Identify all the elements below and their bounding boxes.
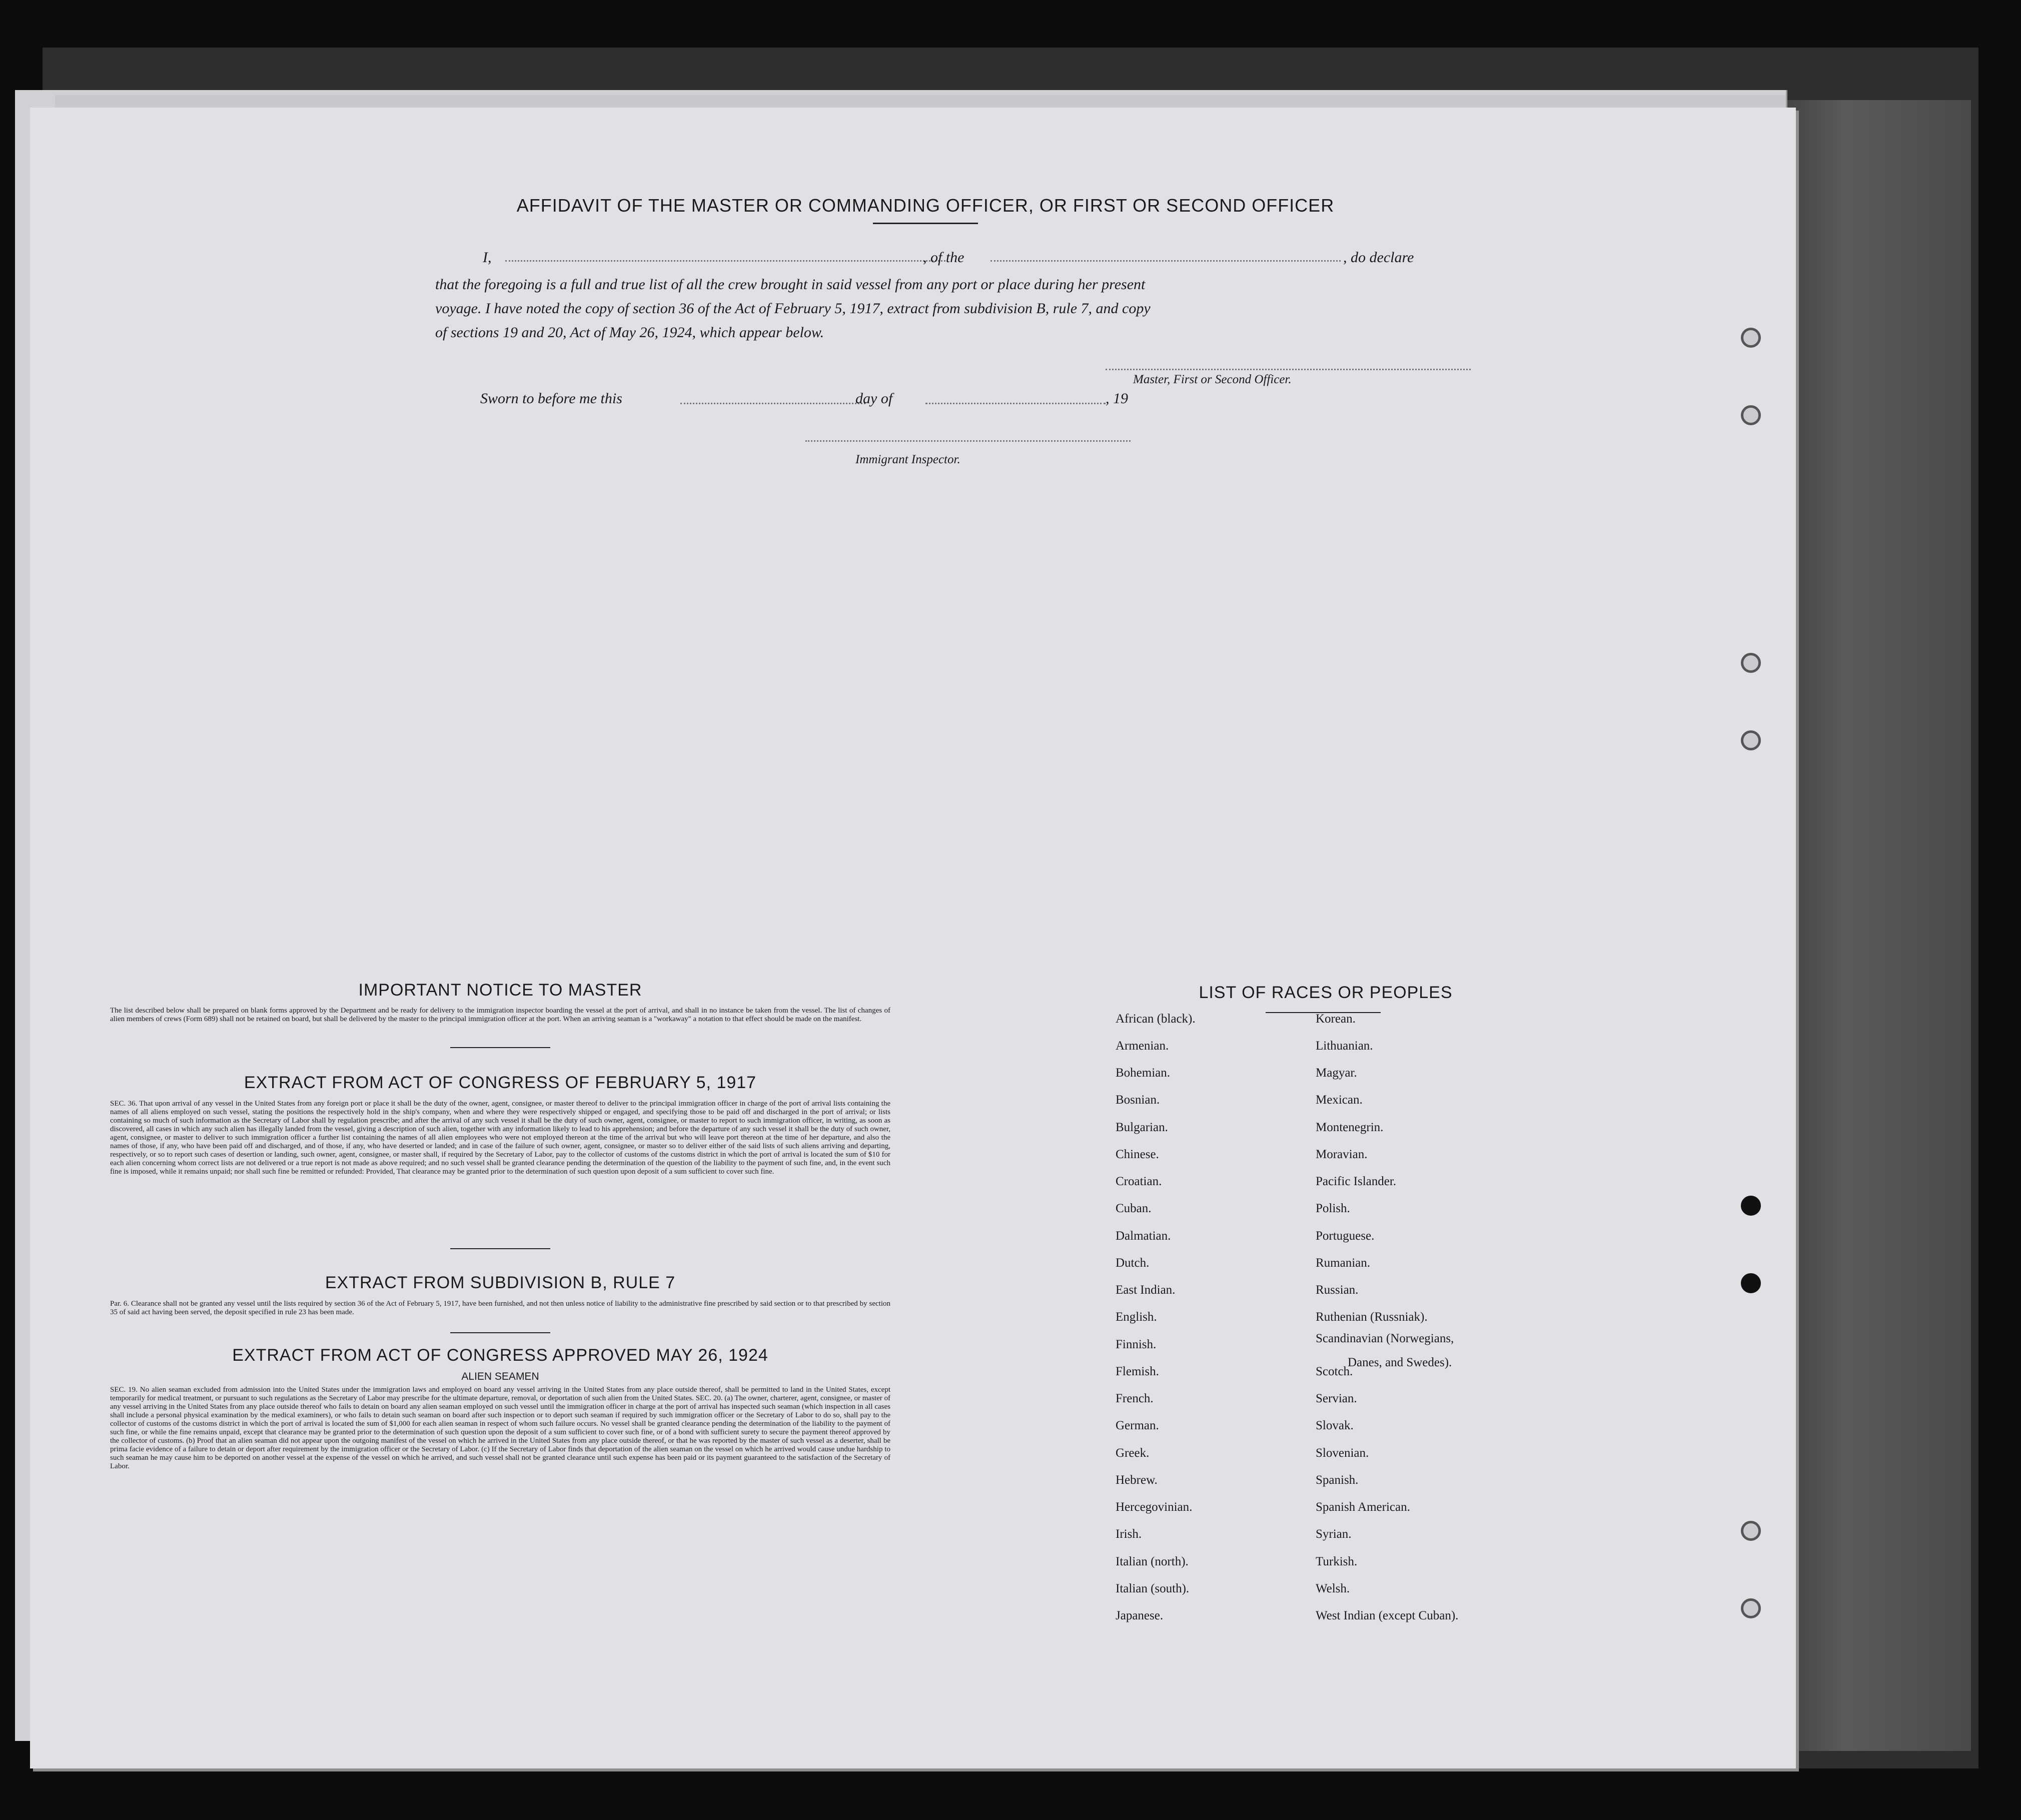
extract-rule7-title: EXTRACT FROM SUBDIVISION B, RULE 7 [325, 1273, 676, 1292]
race-item: Hebrew. [1116, 1473, 1158, 1487]
race-item: Hercegovinian. [1116, 1500, 1193, 1514]
race-item: East Indian. [1116, 1283, 1176, 1297]
name-blank[interactable] [505, 260, 945, 262]
race-item: Danes, and Swedes). [1348, 1356, 1452, 1369]
race-item: Moravian. [1316, 1148, 1368, 1161]
extract-1924-title: EXTRACT FROM ACT OF CONGRESS APPROVED MAY 26, 1924 [232, 1346, 768, 1365]
race-item: Flemish. [1116, 1365, 1159, 1378]
races-title: LIST OF RACES OR PEOPLES [1199, 983, 1453, 1002]
race-item: Japanese. [1116, 1609, 1164, 1622]
race-item: Portuguese. [1316, 1229, 1375, 1243]
affidavit-line-3: voyage. I have noted the copy of section 36 of the Act of February 5, 1917, extract from subdivision B, rule 7, and copy [435, 300, 1151, 317]
race-item: Ruthenian (Russniak). [1316, 1310, 1428, 1324]
punch-hole [1741, 730, 1761, 750]
race-item: Italian (south). [1116, 1582, 1190, 1595]
race-item: English. [1116, 1310, 1157, 1324]
race-item: Mexican. [1316, 1093, 1363, 1107]
extract-rule7-text: Par. 6. Clearance shall not be granted any vessel until the lists required by section 36 of the Act of February 5, 1917, have been furnished, and not then unless notice of liability to the administrative fine prescribed by said section or to that prescribed by section 35 of said act having been served, the deposit specified in rule 23 has been made. [110, 1300, 890, 1316]
race-item: Finnish. [1116, 1338, 1157, 1351]
form-page [30, 108, 1796, 1768]
race-item: Lithuanian. [1316, 1039, 1373, 1053]
affidavit-i: I, [483, 249, 492, 266]
divider [450, 1248, 550, 1249]
race-item: Korean. [1316, 1012, 1356, 1026]
race-item: Italian (north). [1116, 1555, 1189, 1568]
affidavit-of-the: , of the [923, 249, 964, 266]
divider [873, 223, 978, 224]
day-of-label: day of [855, 390, 893, 407]
race-item: Spanish American. [1316, 1500, 1410, 1514]
race-item: Dalmatian. [1116, 1229, 1171, 1243]
race-item: Armenian. [1116, 1039, 1169, 1053]
race-item: Russian. [1316, 1283, 1359, 1297]
race-item: Servian. [1316, 1392, 1357, 1405]
race-item: West Indian (except Cuban). [1316, 1609, 1459, 1622]
punch-hole [1741, 405, 1761, 425]
punch-hole [1741, 653, 1761, 673]
punch-hole [1741, 328, 1761, 348]
punch-hole [1741, 1196, 1761, 1216]
inspector-label: Immigrant Inspector. [855, 453, 960, 466]
punch-hole [1741, 1598, 1761, 1618]
race-item: Pacific Islander. [1316, 1175, 1397, 1188]
year-label: , 19 [1106, 390, 1128, 407]
sworn-day-blank[interactable] [680, 403, 865, 404]
sworn-month-blank[interactable] [925, 403, 1106, 404]
race-item: Montenegrin. [1316, 1121, 1384, 1134]
race-item: Bosnian. [1116, 1093, 1160, 1107]
race-item: German. [1116, 1419, 1159, 1432]
race-item: Slovenian. [1316, 1446, 1369, 1460]
race-item: Dutch. [1116, 1256, 1150, 1270]
affidavit-title: AFFIDAVIT OF THE MASTER OR COMMANDING OFFICER, OR FIRST OR SECOND OFFICER [516, 195, 1335, 216]
master-signature-blank[interactable] [1106, 369, 1471, 370]
race-item: Croatian. [1116, 1175, 1162, 1188]
sworn-label: Sworn to before me this [480, 390, 622, 407]
affidavit-line-4: of sections 19 and 20, Act of May 26, 1924, which appear below. [435, 324, 824, 341]
race-item: French. [1116, 1392, 1154, 1405]
punch-hole [1741, 1521, 1761, 1541]
race-item: Spanish. [1316, 1473, 1359, 1487]
race-item: Magyar. [1316, 1066, 1357, 1080]
notice-title: IMPORTANT NOTICE TO MASTER [358, 981, 642, 1000]
race-item: Syrian. [1316, 1527, 1352, 1541]
punch-hole [1741, 1273, 1761, 1293]
race-item: Scandinavian (Norwegians, [1316, 1332, 1454, 1345]
extract-1917-text: SEC. 36. That upon arrival of any vessel in the United States from any foreign port or place it shall be the duty of the owner, agent, consignee, or master thereof to deliver to the principal immigration officer in charge of the port of arrival lists containing the names of all aliens employed on such vessel, stating the positions the respectively hold in the ship's company, when and where they were respectively shipped or engaged, and specifying those to be paid off and discharged in the port of arrival; or lists containing so much of such information as the Secretary of Labor shall by regulation prescribe; and after the arrival of any such vessel it shall be the duty of such owner, agent, consignee, or master to report to such immigration officer, in writing, as soon as discovered, all cases in which any such alien has illegally landed from the vessel, giving a description of such alien, together with any information likely to lead to his apprehension; and before the departure of any such vessel it shall be the duty of such owner, agent, consignee, or master to deliver to such immigration officer a further list containing the names of all alien employees who were not employed thereon at the time of the arrival but who will leave port thereon at the time of her departure, and also the names of those, if any, who have been paid off and discharged, and of those, if any, who have deserted or landed; and in case of the failure of such owner, agent, consignee, or master so to deliver either of the said lists of such aliens arriving and departing, respectively, or so to report such cases of desertion or landing, such owner, agent, consignee, or master shall, if required by the Secretary of Labor, pay to the collector of customs of the customs district in which the port of arrival is located the sum of $10 for each alien concerning whom correct lists are not delivered or a true report is not made as above required; and no such vessel shall be granted clearance pending the determination of the question of the liability to the payment of such fine, and, in the event such fine is imposed, while it remains unpaid; nor shall such fine be remitted or refunded: Provided, That clearance may be granted prior to the determination of such question upon deposit of a sum sufficient to cover such fine. [110, 1100, 890, 1176]
race-item: Polish. [1316, 1202, 1350, 1215]
master-signature-label: Master, First or Second Officer. [1133, 373, 1292, 386]
race-item: Bohemian. [1116, 1066, 1171, 1080]
race-item: Welsh. [1316, 1582, 1350, 1595]
extract-1917-title: EXTRACT FROM ACT OF CONGRESS OF FEBRUARY 5, 1917 [244, 1073, 757, 1092]
divider [450, 1047, 550, 1048]
race-item: Slovak. [1316, 1419, 1354, 1432]
divider [450, 1332, 550, 1333]
race-item: Greek. [1116, 1446, 1150, 1460]
extract-1924-subtitle: ALIEN SEAMEN [461, 1371, 539, 1382]
notice-text: The list described below shall be prepared on blank forms approved by the Department and be ready for delivery to the immigration inspector boarding the vessel at the port of arrival, and shall in no instance be taken from the vessel. The list of changes of alien members of crews (Form 689) shall not be retained on board, but shall be delivered by the master to the principal immigration officer at the port. When an arriving seaman is a "workaway" a notation to that effect should be made on the manifest. [110, 1007, 890, 1023]
race-item: Chinese. [1116, 1148, 1159, 1161]
race-item: Turkish. [1316, 1555, 1358, 1568]
extract-1924-text: SEC. 19. No alien seaman excluded from admission into the United States under the immigration laws and employed on board any vessel arriving in the United States from any place outside thereof, shall be permitted to land in the United States, except temporarily for medical treatment, or pursuant to such regulations as the Secretary of Labor may prescribe for the ultimate departure, removal, or deportation of such alien from the United States. SEC. 20. (a) The owner, charterer, agent, consignee, or master of any vessel arriving in the United States from any place outside thereof who fails to detain on board any alien seaman employed on such vessel until the immigration officer in charge at the port of arrival has inspected such seaman (which inspection in all cases shall include a personal physical examination by the medical examiners), or who fails to detain such seaman on board after such inspection or to deport such seaman if required by such immigration officer or the Secretary of Labor to do so, shall pay to the collector of customs of the customs district in which the port of arrival is located the sum of $1,000 for each alien seaman in respect of whom such failure occurs. No vessel shall be granted clearance pending the determination of the liability to the payment of such fine, or while the fine remains unpaid, except that clearance may be granted prior to the determination of such question upon the deposit of a sum sufficient to cover such fine, or of a bond with sufficient surety to secure the payment thereof approved by the collector of customs. (b) Proof that an alien seaman did not appear upon the outgoing manifest of the vessel on which he arrived in the United States from any place outside thereof, or that he was reported by the master of such vessel as a deserter, shall be prima facie evidence of a failure to detain or deport after requirement by the immigration officer or the Secretary of Labor. (c) If the Secretary of Labor finds that deportation of the alien seaman on the vessel on which he arrived would cause undue hardship to such seaman he may cause him to be deported on another vessel at the expense of the vessel on which he arrived, and such vessel shall not be granted clearance until such expense has been paid or its payment guaranteed to the satisfaction of the Secretary of Labor. [110, 1386, 890, 1470]
race-item: Scotch. [1316, 1365, 1353, 1378]
inspector-signature-blank[interactable] [805, 440, 1131, 442]
affidavit-do-declare: , do declare [1343, 249, 1414, 266]
race-item: Rumanian. [1316, 1256, 1371, 1270]
race-item: African (black). [1116, 1012, 1196, 1026]
race-item: Irish. [1116, 1527, 1142, 1541]
race-item: Cuban. [1116, 1202, 1152, 1215]
race-item: Bulgarian. [1116, 1121, 1168, 1134]
vessel-blank[interactable] [990, 260, 1341, 262]
affidavit-line-2: that the foregoing is a full and true list of all the crew brought in said vessel from any port or place during her present [435, 276, 1146, 293]
